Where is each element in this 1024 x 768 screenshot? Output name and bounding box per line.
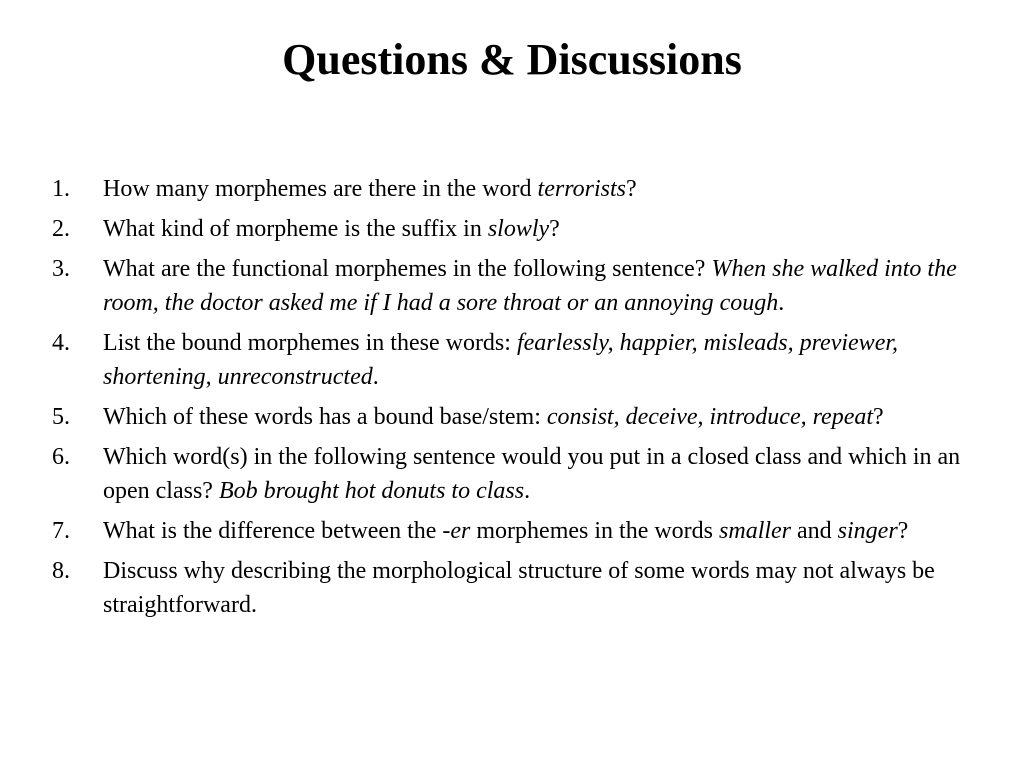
question-text-run: . bbox=[372, 364, 379, 390]
question-item bbox=[52, 554, 982, 622]
question-text-italic: singer bbox=[837, 518, 898, 544]
question-number: 1. bbox=[52, 176, 70, 202]
question-number: 5. bbox=[52, 404, 70, 430]
question-text-italic: When she walked into the room, the doctor asked me if I had a sore throat or an annoying cough bbox=[103, 256, 957, 316]
question-text-run: How many morphemes are there in the word bbox=[103, 176, 538, 202]
question-item bbox=[52, 400, 982, 434]
question-text-run: Which of these words has a bound base/stem: bbox=[103, 404, 547, 430]
question-text-italic: slowly bbox=[487, 216, 550, 242]
question-text-italic: smaller bbox=[719, 518, 792, 544]
question-text-italic: Bob brought hot donuts to class bbox=[218, 478, 525, 504]
question-number: 6. bbox=[52, 444, 70, 470]
question-item bbox=[52, 172, 982, 206]
question-text-run: Which word(s) in the following sentence would you put in a closed class and which in an open class? bbox=[103, 444, 961, 504]
question-text-run: . bbox=[778, 290, 785, 316]
question-text-run: morphemes in the words bbox=[470, 518, 720, 544]
question-text bbox=[103, 514, 982, 548]
question-text-run: List the bound morphemes in these words: bbox=[103, 330, 517, 356]
question-text bbox=[103, 212, 982, 246]
question-text bbox=[103, 326, 982, 394]
question-item bbox=[52, 440, 982, 508]
question-text-run: ? bbox=[897, 518, 909, 544]
question-text-run: and bbox=[791, 518, 838, 544]
question-item bbox=[52, 514, 982, 548]
question-text-run: What is the difference between the bbox=[103, 518, 443, 544]
slide-title: Questions & Discussions bbox=[282, 35, 742, 84]
question-list bbox=[52, 172, 982, 628]
question-text-run: Discuss why describing the morphological structure of some words may not always be straightforward. bbox=[103, 558, 935, 618]
question-text-run: ? bbox=[873, 404, 884, 430]
question-text-run: ? bbox=[549, 216, 560, 242]
question-text-run: ? bbox=[626, 176, 637, 202]
question-text bbox=[103, 440, 982, 508]
question-text bbox=[103, 554, 982, 622]
question-text bbox=[103, 172, 982, 206]
question-text-italic: -er bbox=[442, 518, 471, 544]
question-text-italic: consist, deceive, introduce, repeat bbox=[546, 404, 874, 430]
question-number: 7. bbox=[52, 518, 70, 544]
question-number: 4. bbox=[52, 330, 70, 356]
question-text bbox=[103, 400, 982, 434]
question-number: 3. bbox=[52, 256, 70, 282]
question-number: 8. bbox=[52, 558, 70, 584]
question-item bbox=[52, 326, 982, 394]
question-item bbox=[52, 212, 982, 246]
question-text-italic: fearlessly, happier, misleads, previewer, shortening, unreconstructed bbox=[103, 330, 899, 390]
question-text-run: What are the functional morphemes in the following sentence? bbox=[103, 256, 712, 282]
question-item bbox=[52, 252, 982, 320]
question-text bbox=[103, 252, 982, 320]
question-text-italic: terrorists bbox=[537, 176, 626, 202]
question-text-run: What kind of morpheme is the suffix in bbox=[103, 216, 488, 242]
question-text-run: . bbox=[524, 478, 531, 504]
question-number: 2. bbox=[52, 216, 70, 242]
